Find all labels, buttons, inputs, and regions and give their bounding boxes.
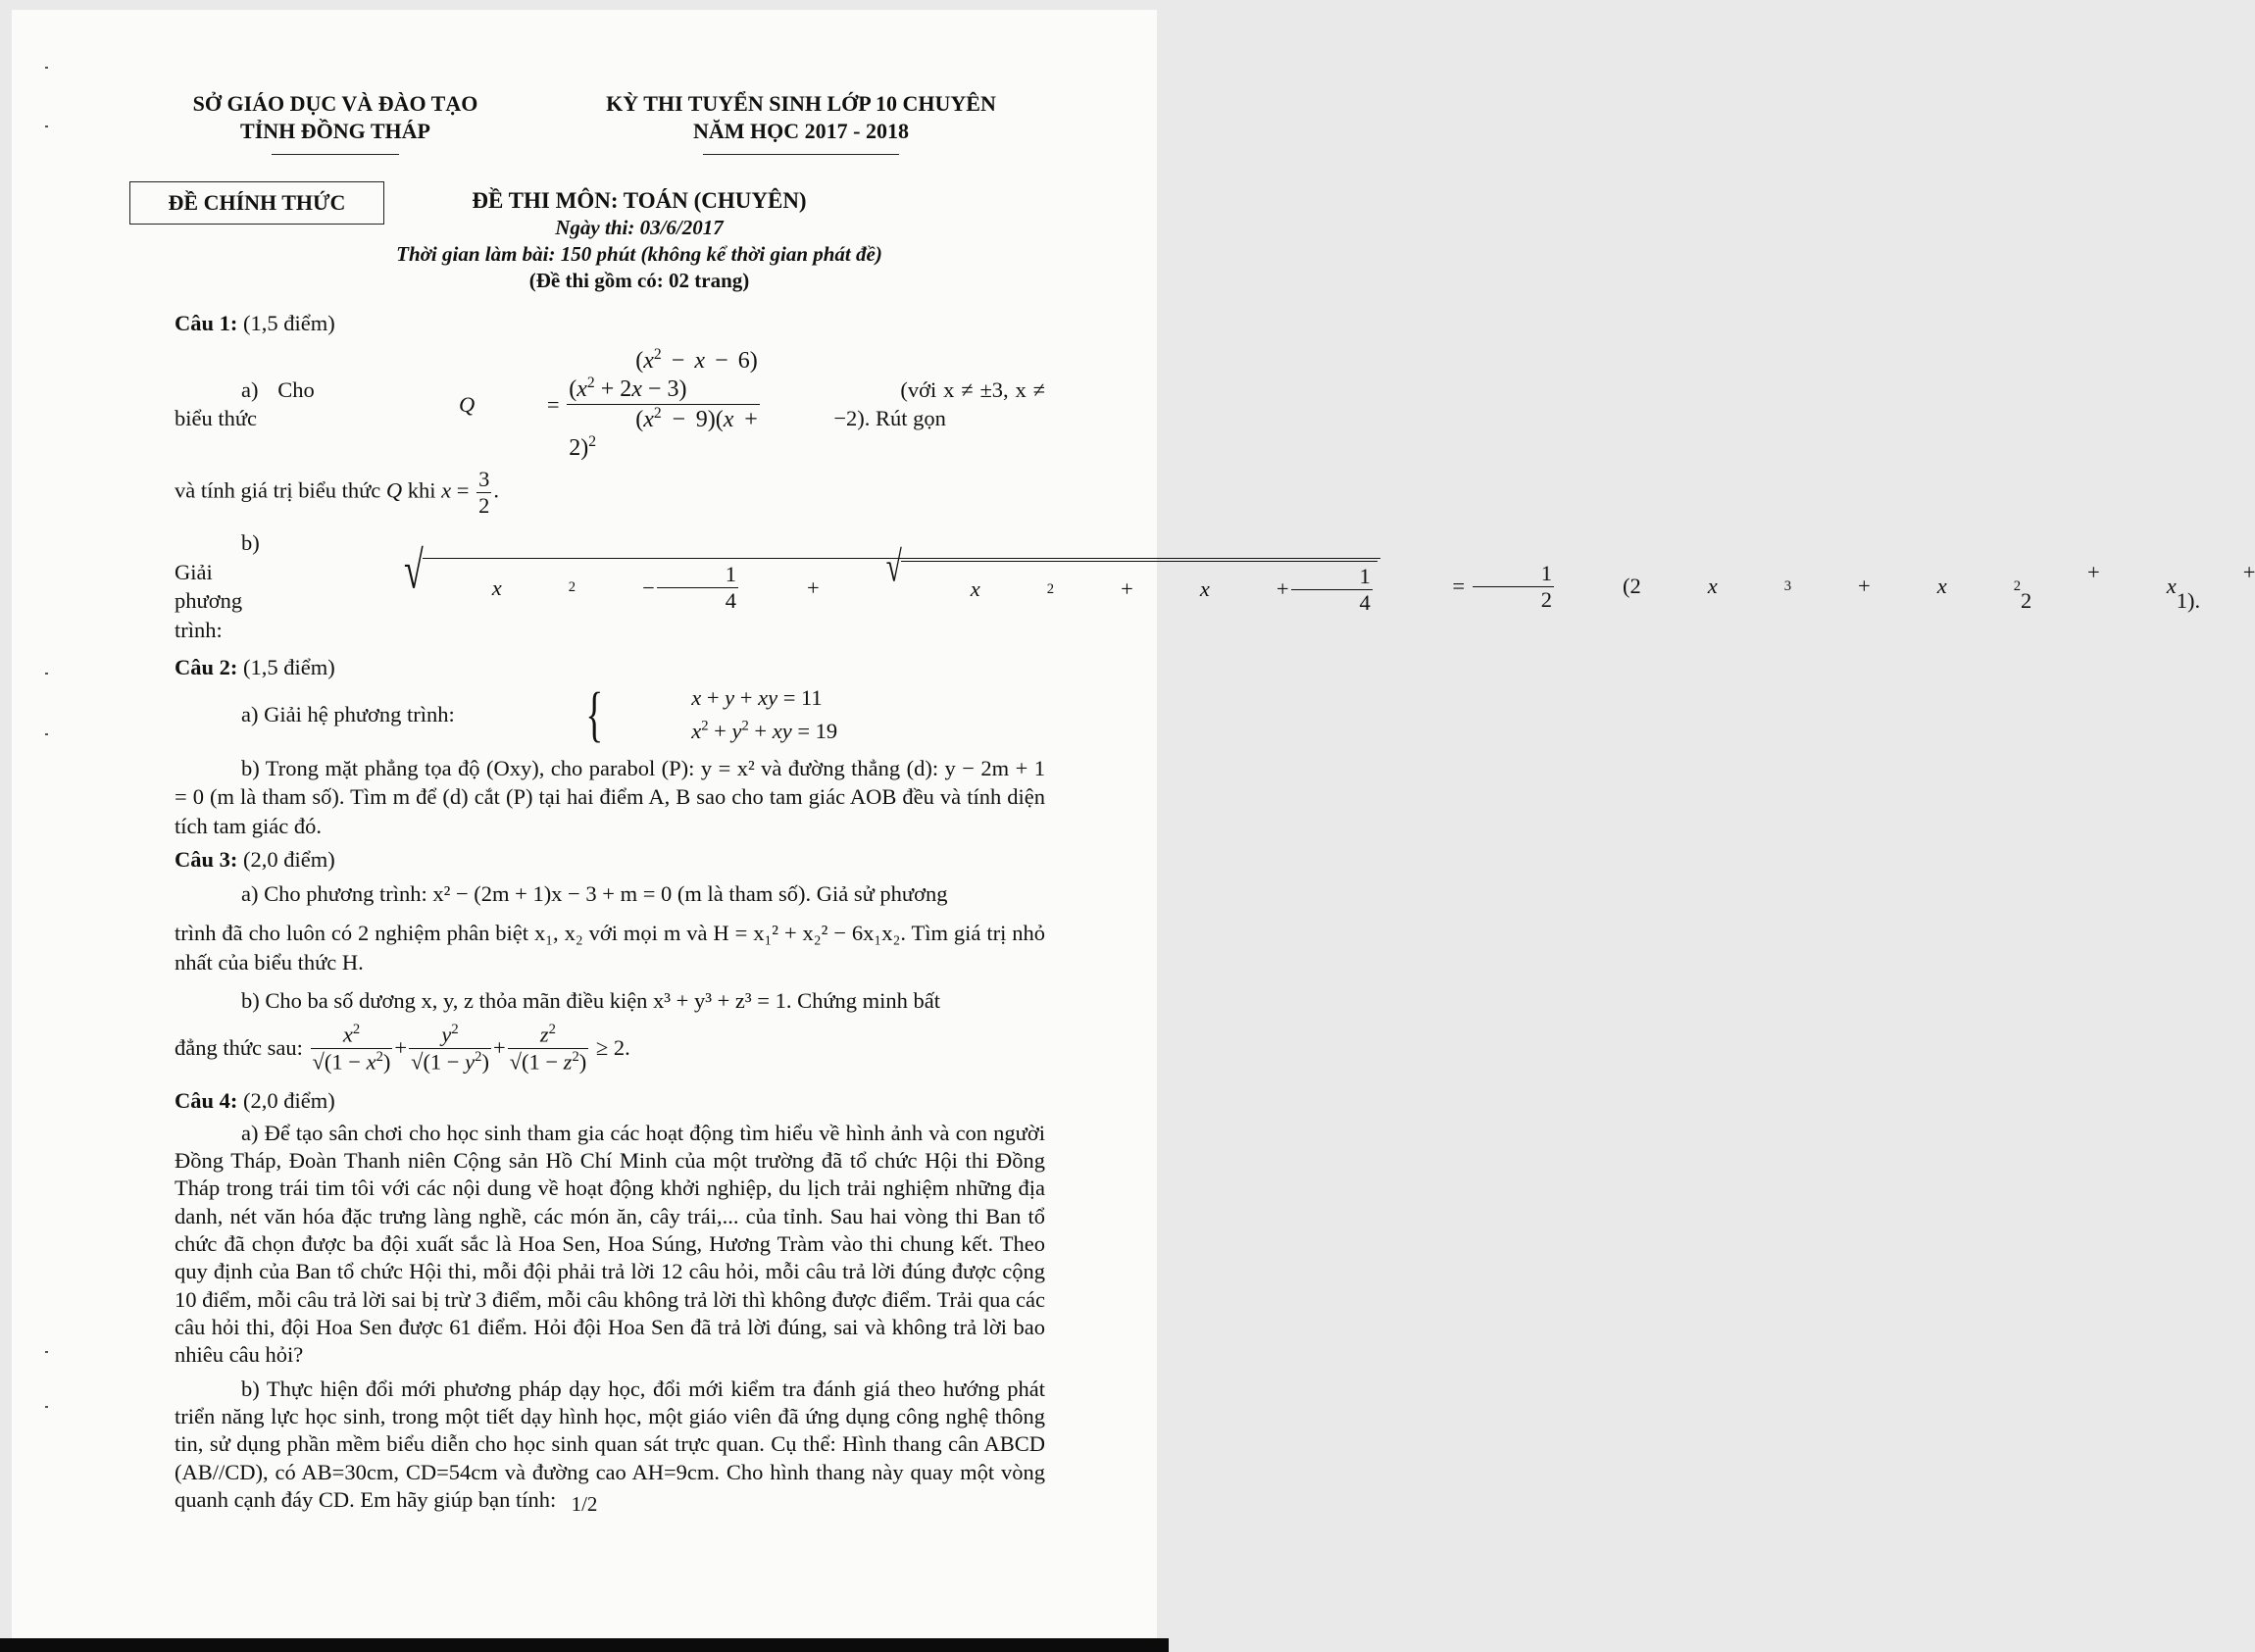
question-4a: a) Để tạo sân chơi cho học sinh tham gia các hoạt động tìm hiểu về hình ảnh và con người Đồng Tháp, Đoàn Thanh niên Cộng sản Hồ Chí Minh của một trường đã tổ chức Hội thi Đồng Tháp trong trái tim tôi với các nội dung về hoạt động khởi nghiệp, du lịch trải nghiệm những địa danh, nét văn hóa đặc trưng làng nghề, các món ăn, cây trái,... của tỉnh. Sau hai vòng thi Ban tổ chức đã chọn được ba đội xuất sắc là Hoa Sen, Hoa Súng, Hương Tràm vào thi chung kết. Theo quy định của Ban tổ chức Hội thi, mỗi đội phải trả lời 12 câu hỏi, mỗi câu trả lời đúng được cộng 10 điểm, mỗi câu trả lời sai bị trừ 3 điểm, mỗi câu không trả lời thì không được điểm. Trải qua các câu hỏi thi, đội Hoa Sen được 61 điểm. Hỏi đội Hoa Sen đã trả lời đúng, sai và không trả lời bao nhiêu câu hỏi? (175, 1120, 1045, 1368)
issuer-department: SỞ GIÁO DỤC VÀ ĐÀO TẠO (192, 91, 478, 116)
question-3a-line1: a) Cho phương trình: x² − (2m + 1)x − 3 + m = 0 (m là tham số). Giả sử phương (241, 881, 948, 907)
exam-header (576, 90, 1027, 155)
exam-content (175, 309, 2255, 1514)
question-3a-line2: trình đã cho luôn có 2 nghiệm phân biệt x₁, x₂ với mọi m và H = x₁² + x₂² − 6x₁x₂. Tìm giá trị nhỏ nhất của biểu thức H. (175, 921, 1045, 975)
question-1-heading: Câu 1: (1,5 điểm) (175, 311, 335, 335)
question-3-heading: Câu 3: (2,0 điểm) (175, 846, 335, 872)
issuer-header (169, 90, 502, 155)
school-year: NĂM HỌC 2017 - 2018 (693, 118, 909, 143)
scan-mark (45, 733, 48, 735)
header-rule-right (703, 154, 899, 155)
official-stamp-box: ĐỀ CHÍNH THỨC (129, 181, 384, 225)
question-3b: b) Cho ba số dương x, y, z thỏa mãn điều kiện x³ + y³ + z³ = 1. Chứng minh bất (241, 988, 941, 1014)
q1a-fraction: $(x^2 - x - 6)(x^2 + 2x - 3)$ $(x^2 - 9)(x + 2)^2$ (569, 345, 758, 462)
header-rule-left (272, 154, 399, 155)
question-4b: b) Thực hiện đổi mới phương pháp dạy học, đổi mới kiểm tra đánh giá theo hướng phát triển năng lực học sinh, trong một tiết dạy hình học, một giáo viên đã ứng dụng công nghệ thông tin, sử dụng phần mềm biểu diễn cho học sinh quan sát trực quan. Cụ thể: Hình thang cân ABCD (AB//CD), có AB=30cm, CD=54cm và đường cao AH=9cm. Cho hình thang này quay một vòng quanh cạnh đáy CD. Em hãy giúp bạn tính: (175, 1376, 1045, 1513)
page-number: 1/2 (571, 1492, 598, 1516)
q1b-root: √ x 2 − 1 4 + √ x 2 + x + 1 4 (337, 558, 1380, 616)
scan-mark (45, 1406, 48, 1408)
question-1b: b) Giải phương trình: √ x 2 − 1 4 + √ x 2 + x + 1 4 = 1 2 (2 x 3 + x 2 + 2 x + 1). (175, 529, 2255, 642)
scan-mark (45, 1351, 48, 1353)
exam-name: KỲ THI TUYỂN SINH LỚP 10 CHUYÊN (606, 91, 996, 116)
exam-info (365, 186, 914, 293)
exam-date: Ngày thi: 03/6/2017 (555, 216, 724, 240)
scan-mark (45, 673, 48, 675)
question-3b-inequality: đẳng thức sau: $x^2$ $√(1 - x^2)$ + $y^2$ $√(1 - y^2)$ + $\frac{z^2}{√(1 - z^2)}$ ≥ 2. (175, 1022, 630, 1074)
question-2a: a) Giải hệ phương trình: { x + y + xy = 11 $x^2 + y^2$ + xy = 19 (241, 680, 838, 748)
q2a-system: { x + y + xy = 11 $x^2 + y^2$ + xy = 19 (585, 680, 838, 748)
scan-mark (45, 67, 48, 69)
exam-duration: Thời gian làm bài: 150 phút (không kể thời gian phát đề) (396, 241, 882, 266)
scan-border (0, 1638, 1169, 1652)
exam-page-count: (Đề thi gồm có: 02 trang) (528, 268, 750, 292)
question-2b: b) Trong mặt phẳng tọa độ (Oxy), cho parabol (P): y = x² và đường thẳng (d): y − 2m + 1 = 0 (m là tham số). Tìm m để (d) cắt (P) tại hai điểm A, B sao cho tam giác AOB đều và tính diện tích tam giác đó. (175, 755, 1045, 838)
question-1a: a) Cho biểu thức Q = $(x^2 - x - 6)(x^2 + 2x - 3)$ $(x^2 - 9)(x + 2)^2$ (với x ≠ ±3, x ≠ −2). Rút gọn (175, 345, 1045, 462)
issuer-province: TỈNH ĐỒNG THÁP (240, 118, 430, 143)
question-1a-cont: và tính giá trị biểu thức Q khi x = $\frac{3}{2}$ . (175, 467, 499, 518)
exam-subject: ĐỀ THI MÔN: TOÁN (CHUYÊN) (472, 188, 807, 213)
exam-page (12, 10, 2255, 1647)
scan-mark (45, 125, 48, 127)
question-4-heading: Câu 4: (2,0 điểm) (175, 1087, 335, 1113)
question-2-heading: Câu 2: (1,5 điểm) (175, 654, 335, 679)
